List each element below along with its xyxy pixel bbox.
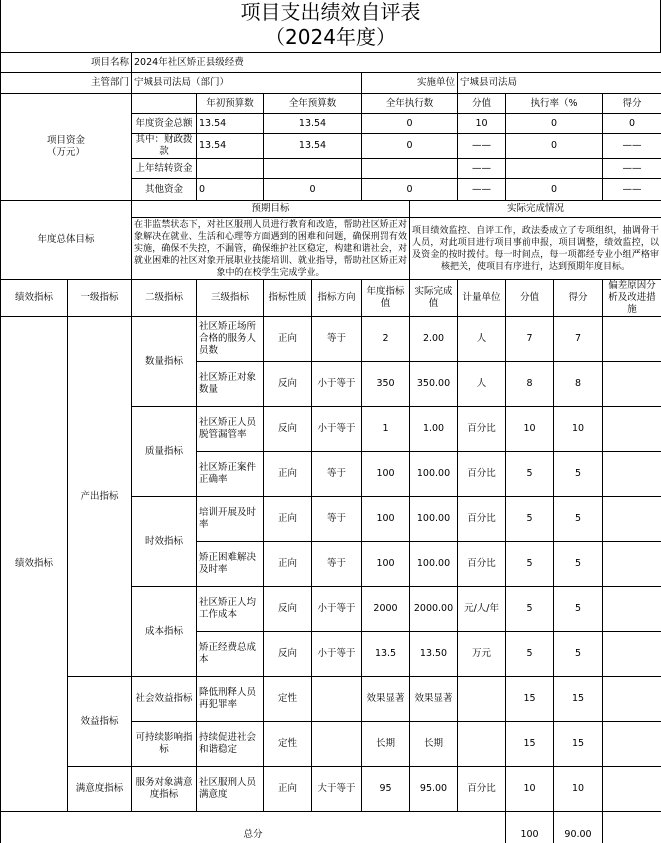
level2-indicator: 时效指标 bbox=[132, 497, 197, 587]
funds-value: 0 bbox=[603, 114, 661, 134]
deviation-reason bbox=[603, 452, 661, 497]
level3-indicator: 社区矫正人均工作成本 bbox=[197, 587, 264, 632]
nature: 定性 bbox=[264, 722, 312, 767]
target-value: 100 bbox=[362, 497, 410, 542]
funds-value bbox=[264, 159, 362, 179]
level2-indicator: 成本指标 bbox=[132, 587, 197, 677]
deviation-reason bbox=[603, 677, 661, 722]
funds-value: 13.54 bbox=[197, 134, 264, 159]
funds-value: —— bbox=[458, 179, 506, 201]
score: 5 bbox=[554, 587, 603, 632]
score-value: 7 bbox=[506, 317, 554, 362]
unit: 人 bbox=[458, 317, 506, 362]
funds-value: 0 bbox=[362, 114, 458, 134]
level3-indicator: 持续促进社会和谐稳定 bbox=[197, 722, 264, 767]
funds-value: 10 bbox=[458, 114, 506, 134]
level2-indicator: 质量指标 bbox=[132, 407, 197, 497]
funds-value: 0 bbox=[506, 114, 603, 134]
funds-value: —— bbox=[458, 134, 506, 159]
funds-value: —— bbox=[603, 134, 661, 159]
funds-header: 分值 bbox=[458, 94, 506, 114]
unit: 百分比 bbox=[458, 542, 506, 587]
target-value: 13.5 bbox=[362, 632, 410, 677]
level1-indicator: 效益指标 bbox=[68, 677, 132, 767]
project-name-label: 项目名称 bbox=[1, 53, 132, 73]
impl-label: 实施单位 bbox=[362, 73, 458, 94]
funds-header bbox=[132, 94, 197, 114]
level2-indicator: 数量指标 bbox=[132, 317, 197, 407]
dept: 宁城县司法局（部门） bbox=[132, 73, 362, 94]
level3-indicator: 矫正困难解决及时率 bbox=[197, 542, 264, 587]
target-value: 350 bbox=[362, 362, 410, 407]
score: 10 bbox=[554, 407, 603, 452]
score: 5 bbox=[554, 542, 603, 587]
funds-value: 0 bbox=[362, 179, 458, 201]
unit: 百分比 bbox=[458, 497, 506, 542]
actual-value: 1.00 bbox=[410, 407, 458, 452]
deviation-reason bbox=[603, 542, 661, 587]
score-value: 15 bbox=[506, 677, 554, 722]
direction: 小于等于 bbox=[312, 362, 362, 407]
indicator-header: 绩效指标 bbox=[1, 280, 68, 317]
target-value: 长期 bbox=[362, 722, 410, 767]
direction: 等于 bbox=[312, 497, 362, 542]
total-score-value: 100 bbox=[506, 812, 554, 843]
funds-value: 0 bbox=[362, 134, 458, 159]
deviation-reason bbox=[603, 407, 661, 452]
funds-label: 项目资金 （万元） bbox=[1, 94, 132, 201]
funds-row-label: 其他资金 bbox=[132, 179, 197, 201]
unit bbox=[458, 677, 506, 722]
funds-header: 年初预算数 bbox=[197, 94, 264, 114]
actual-result: 项目绩效监控、自评工作，政法委成立了专项组织，抽调骨干人员，对此项目进行项目事前申报，项目调整，绩效监控，以及资金的按时拨付。每一时间点，每一项都经专业小组严格审核把关，使项目有序进行，达到预期年度目标。 bbox=[410, 218, 661, 280]
score: 10 bbox=[554, 767, 603, 812]
nature: 正向 bbox=[264, 497, 312, 542]
actual-value: 13.50 bbox=[410, 632, 458, 677]
unit: 百分比 bbox=[458, 767, 506, 812]
score-value: 10 bbox=[506, 767, 554, 812]
level2-indicator: 社会效益指标 bbox=[132, 677, 197, 722]
indicator-row bbox=[1, 677, 661, 722]
funds-row-label: 年度资金总额 bbox=[132, 114, 197, 134]
score: 15 bbox=[554, 677, 603, 722]
indicator-header: 三级指标 bbox=[197, 280, 264, 317]
score-value: 8 bbox=[506, 362, 554, 407]
nature: 反向 bbox=[264, 632, 312, 677]
actual-value: 2000.00 bbox=[410, 587, 458, 632]
funds-header: 得分 bbox=[603, 94, 661, 114]
total-score: 90.00 bbox=[554, 812, 603, 843]
level2-indicator: 可持续影响指标 bbox=[132, 722, 197, 767]
direction bbox=[312, 677, 362, 722]
target-value: 2000 bbox=[362, 587, 410, 632]
funds-value bbox=[362, 159, 458, 179]
direction: 大于等于 bbox=[312, 767, 362, 812]
indicator-header: 实际完成值 bbox=[410, 280, 458, 317]
deviation-reason bbox=[603, 767, 661, 812]
deviation-reason bbox=[603, 587, 661, 632]
level3-indicator: 社区矫正人员脱管漏管率 bbox=[197, 407, 264, 452]
unit: 百分比 bbox=[458, 407, 506, 452]
actual-value: 350.00 bbox=[410, 362, 458, 407]
score-value: 5 bbox=[506, 452, 554, 497]
deviation-reason bbox=[603, 317, 661, 362]
indicator-header: 得分 bbox=[554, 280, 603, 317]
funds-value: 13.54 bbox=[264, 114, 362, 134]
funds-header: 执行率（% bbox=[506, 94, 603, 114]
level3-indicator: 降低刑释人员再犯罪率 bbox=[197, 677, 264, 722]
score-value: 10 bbox=[506, 407, 554, 452]
level3-indicator: 社区矫正场所合格的服务人员数 bbox=[197, 317, 264, 362]
direction: 等于 bbox=[312, 542, 362, 587]
indicator-header: 指标方向 bbox=[312, 280, 362, 317]
actual-value: 100.00 bbox=[410, 497, 458, 542]
nature: 正向 bbox=[264, 317, 312, 362]
funds-value: 0 bbox=[264, 179, 362, 201]
expected-goal: 在非监禁状态下，对社区服刑人员进行教育和改造，帮助社区矫正对象解决在就业、生活和心理等方面遇到的困难和问题，确保刑罚有效实施，确保不失控，不漏管，确保维护社区稳定，构建和谐社会，对就业困难的社区对象开展职业技能培训、就业指导，帮助社区矫正对象中的在校学生完成学业。 bbox=[132, 218, 410, 280]
level1-indicator: 满意度指标 bbox=[68, 767, 132, 812]
nature: 正向 bbox=[264, 452, 312, 497]
score: 5 bbox=[554, 632, 603, 677]
funds-header: 全年执行数 bbox=[362, 94, 458, 114]
direction: 等于 bbox=[312, 317, 362, 362]
impl: 宁城县司法局 bbox=[458, 73, 661, 94]
unit: 人 bbox=[458, 362, 506, 407]
score: 8 bbox=[554, 362, 603, 407]
score-value: 5 bbox=[506, 542, 554, 587]
level1-indicator: 产出指标 bbox=[68, 317, 132, 677]
score: 5 bbox=[554, 497, 603, 542]
actual-label: 实际完成情况 bbox=[410, 201, 661, 218]
actual-value: 100.00 bbox=[410, 452, 458, 497]
direction: 小于等于 bbox=[312, 632, 362, 677]
deviation-reason bbox=[603, 497, 661, 542]
actual-value: 2.00 bbox=[410, 317, 458, 362]
funds-header: 全年预算数 bbox=[264, 94, 362, 114]
project-name: 2024年社区矫正县级经费 bbox=[132, 53, 661, 73]
unit: 元/人/年 bbox=[458, 587, 506, 632]
funds-value: 0 bbox=[506, 134, 603, 159]
level3-indicator: 培训开展及时率 bbox=[197, 497, 264, 542]
score-value: 5 bbox=[506, 632, 554, 677]
level3-indicator: 社区矫正案件正确率 bbox=[197, 452, 264, 497]
funds-value: 13.54 bbox=[264, 134, 362, 159]
funds-row-label: 上年结转资金 bbox=[132, 159, 197, 179]
nature: 反向 bbox=[264, 407, 312, 452]
level3-indicator: 矫正经费总成本 bbox=[197, 632, 264, 677]
actual-value: 95.00 bbox=[410, 767, 458, 812]
indicator-root: 绩效指标 bbox=[1, 317, 68, 812]
target-value: 效果显著 bbox=[362, 677, 410, 722]
score: 15 bbox=[554, 722, 603, 767]
target-value: 1 bbox=[362, 407, 410, 452]
nature: 正向 bbox=[264, 542, 312, 587]
total-blank bbox=[603, 812, 661, 843]
indicator-header: 计量单位 bbox=[458, 280, 506, 317]
level2-indicator: 服务对象满意度指标 bbox=[132, 767, 197, 812]
funds-value: —— bbox=[458, 159, 506, 179]
nature: 反向 bbox=[264, 362, 312, 407]
title: 项目支出绩效自评表 bbox=[240, 0, 421, 24]
unit bbox=[458, 722, 506, 767]
score: 5 bbox=[554, 452, 603, 497]
evaluation-table bbox=[0, 52, 661, 843]
actual-value: 100.00 bbox=[410, 542, 458, 587]
expected-label: 预期目标 bbox=[132, 201, 410, 218]
direction: 小于等于 bbox=[312, 407, 362, 452]
actual-value: 长期 bbox=[410, 722, 458, 767]
nature: 定性 bbox=[264, 677, 312, 722]
actual-value: 效果显著 bbox=[410, 677, 458, 722]
target-value: 100 bbox=[362, 452, 410, 497]
score-value: 5 bbox=[506, 497, 554, 542]
funds-row-label: 其中：财政拨款 bbox=[132, 134, 197, 159]
indicator-row bbox=[1, 317, 661, 362]
funds-value: —— bbox=[603, 179, 661, 201]
funds-value bbox=[197, 159, 264, 179]
indicator-header: 分值 bbox=[506, 280, 554, 317]
funds-value: 0 bbox=[506, 179, 603, 201]
indicator-header: 偏差原因分析及改进措施 bbox=[603, 280, 661, 317]
target-value: 100 bbox=[362, 542, 410, 587]
indicator-row bbox=[1, 767, 661, 812]
nature: 正向 bbox=[264, 767, 312, 812]
indicator-header: 指标性质 bbox=[264, 280, 312, 317]
indicator-header: 二级指标 bbox=[132, 280, 197, 317]
score: 7 bbox=[554, 317, 603, 362]
level3-indicator: 社区服刑人员满意度 bbox=[197, 767, 264, 812]
funds-value: 0 bbox=[197, 179, 264, 201]
score-value: 5 bbox=[506, 587, 554, 632]
unit: 万元 bbox=[458, 632, 506, 677]
funds-value: —— bbox=[603, 159, 661, 179]
score-value: 15 bbox=[506, 722, 554, 767]
dept-label: 主管部门 bbox=[1, 73, 132, 94]
nature: 反向 bbox=[264, 587, 312, 632]
indicator-header: 年度指标值 bbox=[362, 280, 410, 317]
unit: 百分比 bbox=[458, 452, 506, 497]
direction: 小于等于 bbox=[312, 587, 362, 632]
direction: 等于 bbox=[312, 452, 362, 497]
form-title bbox=[0, 0, 661, 52]
deviation-reason bbox=[603, 722, 661, 767]
funds-value: 13.54 bbox=[197, 114, 264, 134]
subtitle: （2024年度） bbox=[265, 25, 396, 49]
indicator-header: 一级指标 bbox=[68, 280, 132, 317]
target-value: 2 bbox=[362, 317, 410, 362]
goals-label: 年度总体目标 bbox=[1, 201, 132, 280]
total-label: 总分 bbox=[1, 812, 506, 843]
target-value: 95 bbox=[362, 767, 410, 812]
funds-value bbox=[506, 159, 603, 179]
deviation-reason bbox=[603, 632, 661, 677]
deviation-reason bbox=[603, 362, 661, 407]
direction bbox=[312, 722, 362, 767]
level3-indicator: 社区矫正对象数量 bbox=[197, 362, 264, 407]
